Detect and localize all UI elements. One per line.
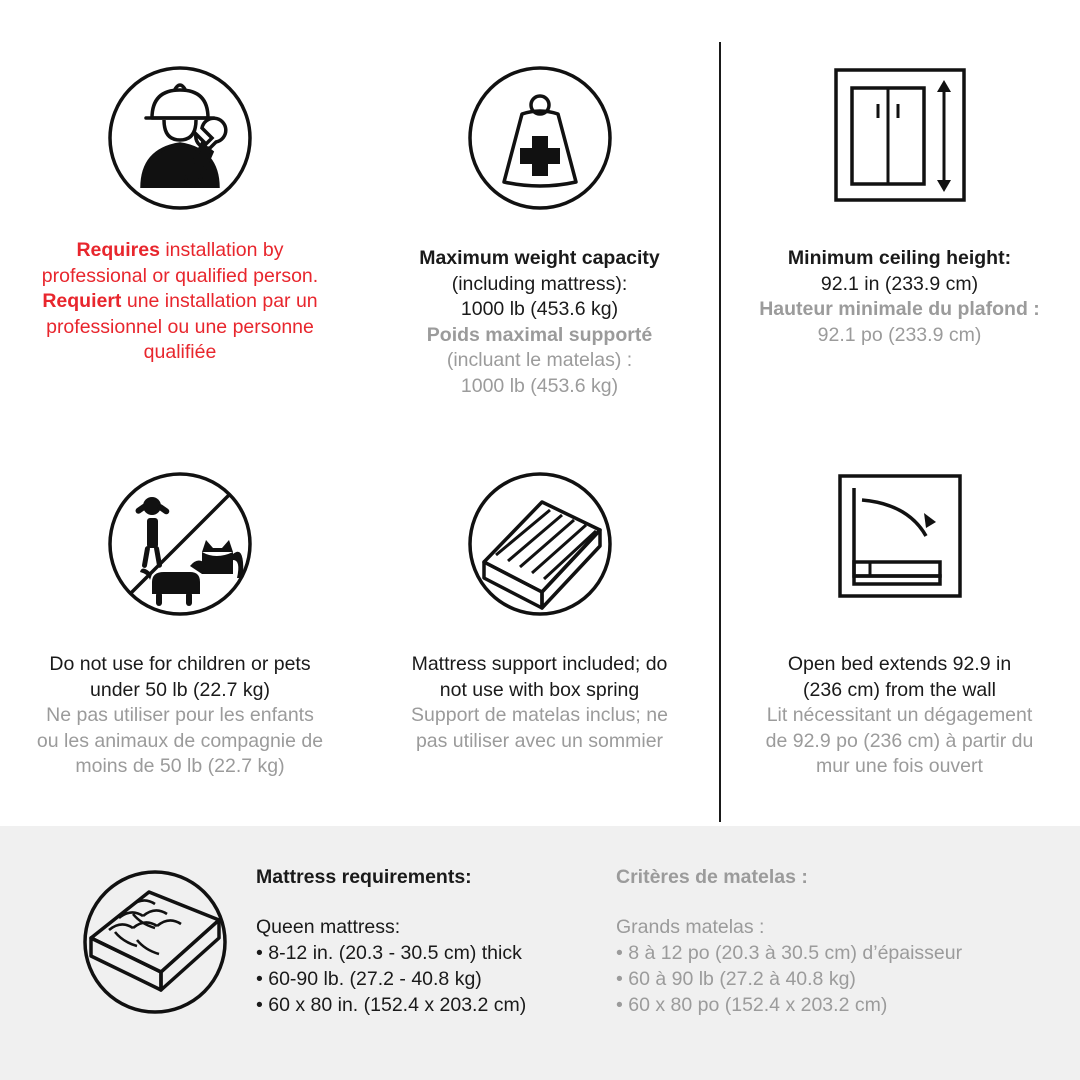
text-span: installation by [159, 239, 284, 261]
list-item: • 60-90 lb. (27.2 - 40.8 kg) [256, 968, 482, 990]
text-line: de 92.9 po (236 cm) à partir du [765, 729, 1034, 752]
feature-cell-mattress-support [360, 418, 719, 826]
feature-text-weight-capacity [419, 246, 660, 399]
text-line: professionnel ou une personne [46, 315, 314, 338]
text-line: 92.1 po (233.9 cm) [817, 323, 982, 346]
feature-cell-ceiling-height [719, 0, 1080, 418]
feature-cell-no-children-pets [0, 418, 360, 826]
feature-text-mattress-support [411, 652, 668, 754]
text-line: Poids maximal supporté [426, 323, 653, 346]
feature-text-ceiling-height [759, 246, 1040, 348]
mattress-requirements-title-en: Mattress requirements: [256, 866, 472, 888]
text-line: ou les animaux de compagnie de [36, 729, 324, 752]
text-line: Ne pas utiliser pour les enfants [46, 704, 314, 726]
ceiling-height-elevator-icon [810, 38, 990, 238]
mattress-requirements-en [256, 864, 616, 1018]
text-line: Minimum ceiling height: [787, 247, 1012, 269]
feature-text-installation [42, 238, 318, 366]
mattress-icon [60, 862, 250, 1022]
text-line: Hauteur minimale du plafond : [759, 298, 1040, 320]
worker-with-wrench-icon [90, 38, 270, 238]
feature-cell-weight-capacity [360, 0, 719, 418]
text-line: 1000 lb (453.6 kg) [460, 374, 619, 397]
murphy-bed-clearance-icon [810, 444, 990, 644]
text-line: mur une fois ouvert [816, 755, 983, 777]
text-line [42, 238, 318, 264]
text-line: (236 cm) from the wall [803, 678, 996, 701]
mattress-support-slats-icon [450, 444, 630, 644]
no-children-or-pets-icon [90, 444, 270, 644]
feature-cell-bed-clearance [719, 418, 1080, 826]
text-line: (including mattress): [451, 272, 628, 295]
list-item: • 8-12 in. (20.3 - 30.5 cm) thick [256, 942, 522, 964]
list-item: Grands matelas : [616, 916, 765, 938]
text-emphasis: Requiert [42, 290, 122, 312]
text-line: qualifiée [143, 341, 217, 363]
text-line: Mattress support included; do [411, 653, 668, 675]
text-line: 92.1 in (233.9 cm) [820, 272, 979, 295]
mattress-requirements-title-fr: Critères de matelas : [616, 866, 808, 888]
text-line: Do not use for children or pets [49, 653, 311, 675]
text-line: Maximum weight capacity [419, 247, 660, 269]
text-span: une installation par un [121, 290, 318, 312]
text-emphasis: Requires [76, 239, 160, 261]
text-line: Support de matelas inclus; ne [411, 704, 668, 726]
list-item: • 60 à 90 lb (27.2 à 40.8 kg) [616, 968, 856, 990]
text-line: 1000 lb (453.6 kg) [460, 298, 619, 320]
text-line: under 50 lb (22.7 kg) [90, 678, 270, 701]
list-item: • 60 x 80 po (152.4 x 203.2 cm) [616, 994, 888, 1016]
mattress-requirements-band [0, 826, 1080, 1080]
feature-cell-installation [0, 0, 360, 418]
text-line: not use with box spring [439, 678, 640, 701]
mattress-requirements-fr [616, 864, 1016, 1018]
text-line: pas utiliser avec un sommier [415, 729, 664, 752]
list-item: • 60 x 80 in. (152.4 x 203.2 cm) [256, 994, 527, 1016]
text-line: moins de 50 lb (22.7 kg) [75, 755, 285, 777]
feature-text-bed-clearance [766, 652, 1034, 780]
weight-plus-icon [450, 38, 630, 238]
list-item: Queen mattress: [256, 916, 401, 938]
text-line: professional or qualified person. [41, 264, 319, 287]
text-line: Open bed extends 92.9 in [787, 653, 1012, 675]
text-line: Lit nécessitant un dégagement [766, 704, 1033, 726]
list-item: • 8 à 12 po (20.3 à 30.5 cm) d’épaisseur [616, 942, 963, 964]
text-line: (incluant le matelas) : [446, 349, 633, 371]
text-line [42, 289, 318, 315]
feature-text-no-children-pets [37, 652, 323, 780]
